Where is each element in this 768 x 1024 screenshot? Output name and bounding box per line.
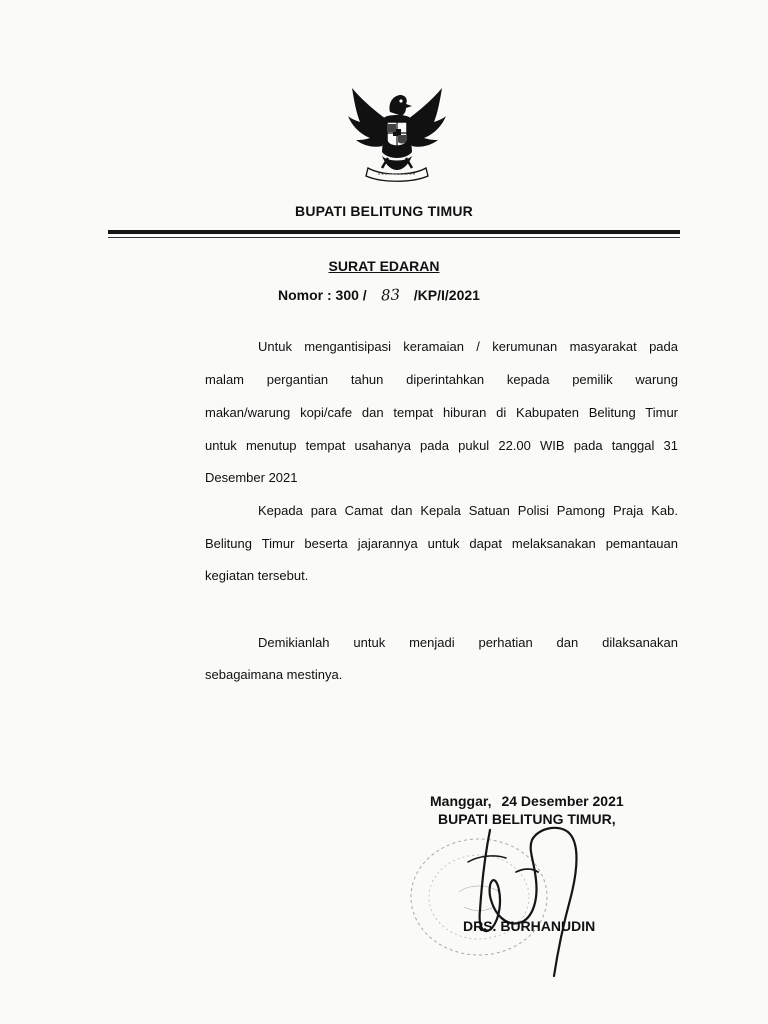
- document-title: SURAT EDARAN: [328, 258, 440, 274]
- paragraph-line: Belitung Timur beserta jajarannya untuk dapat melaksanakan pemantauan: [205, 536, 678, 551]
- paragraph-line: untuk menutup tempat usahanya pada pukul 22.00 WIB pada tanggal 31: [205, 438, 678, 453]
- paragraph-line: Kepada para Camat dan Kepala Satuan Polisi Pamong Praja Kab.: [258, 503, 678, 518]
- office-title: BUPATI BELITUNG TIMUR: [295, 203, 473, 219]
- document-number-handwritten: 83: [380, 285, 401, 305]
- document-number: [278, 286, 480, 304]
- paragraph-line: sebagaimana mestinya.: [205, 667, 343, 682]
- closing-date: 24 Desember 2021: [501, 793, 624, 809]
- header-rule-thick: [108, 230, 680, 234]
- signer-name: DRS. BURHANUDIN: [463, 918, 596, 934]
- garuda-emblem-icon: [346, 82, 448, 188]
- closing-title: BUPATI BELITUNG TIMUR,: [438, 811, 616, 827]
- paragraph-line: malam pergantian tahun diperintahkan kepada pemilik warung: [205, 372, 678, 387]
- header-rule-thin: [108, 237, 680, 238]
- paragraph-line: makan/warung kopi/cafe dan tempat hiburan di Kabupaten Belitung Timur: [205, 405, 678, 420]
- paragraph-line: kegiatan tersebut.: [205, 568, 309, 583]
- signature-icon: [398, 810, 628, 980]
- paragraph-line: Demikianlah untuk menjadi perhatian dan dilaksanakan: [258, 635, 678, 650]
- paragraph-line: Desember 2021: [205, 470, 298, 485]
- closing-place-date: [430, 793, 624, 809]
- closing-place: Manggar,: [430, 793, 492, 809]
- document-number-prefix: Nomor : 300 /: [278, 287, 367, 303]
- document-number-suffix: /KP/I/2021: [413, 287, 480, 303]
- paragraph-line: Untuk mengantisipasi keramaian / kerumunan masyarakat pada: [258, 339, 678, 354]
